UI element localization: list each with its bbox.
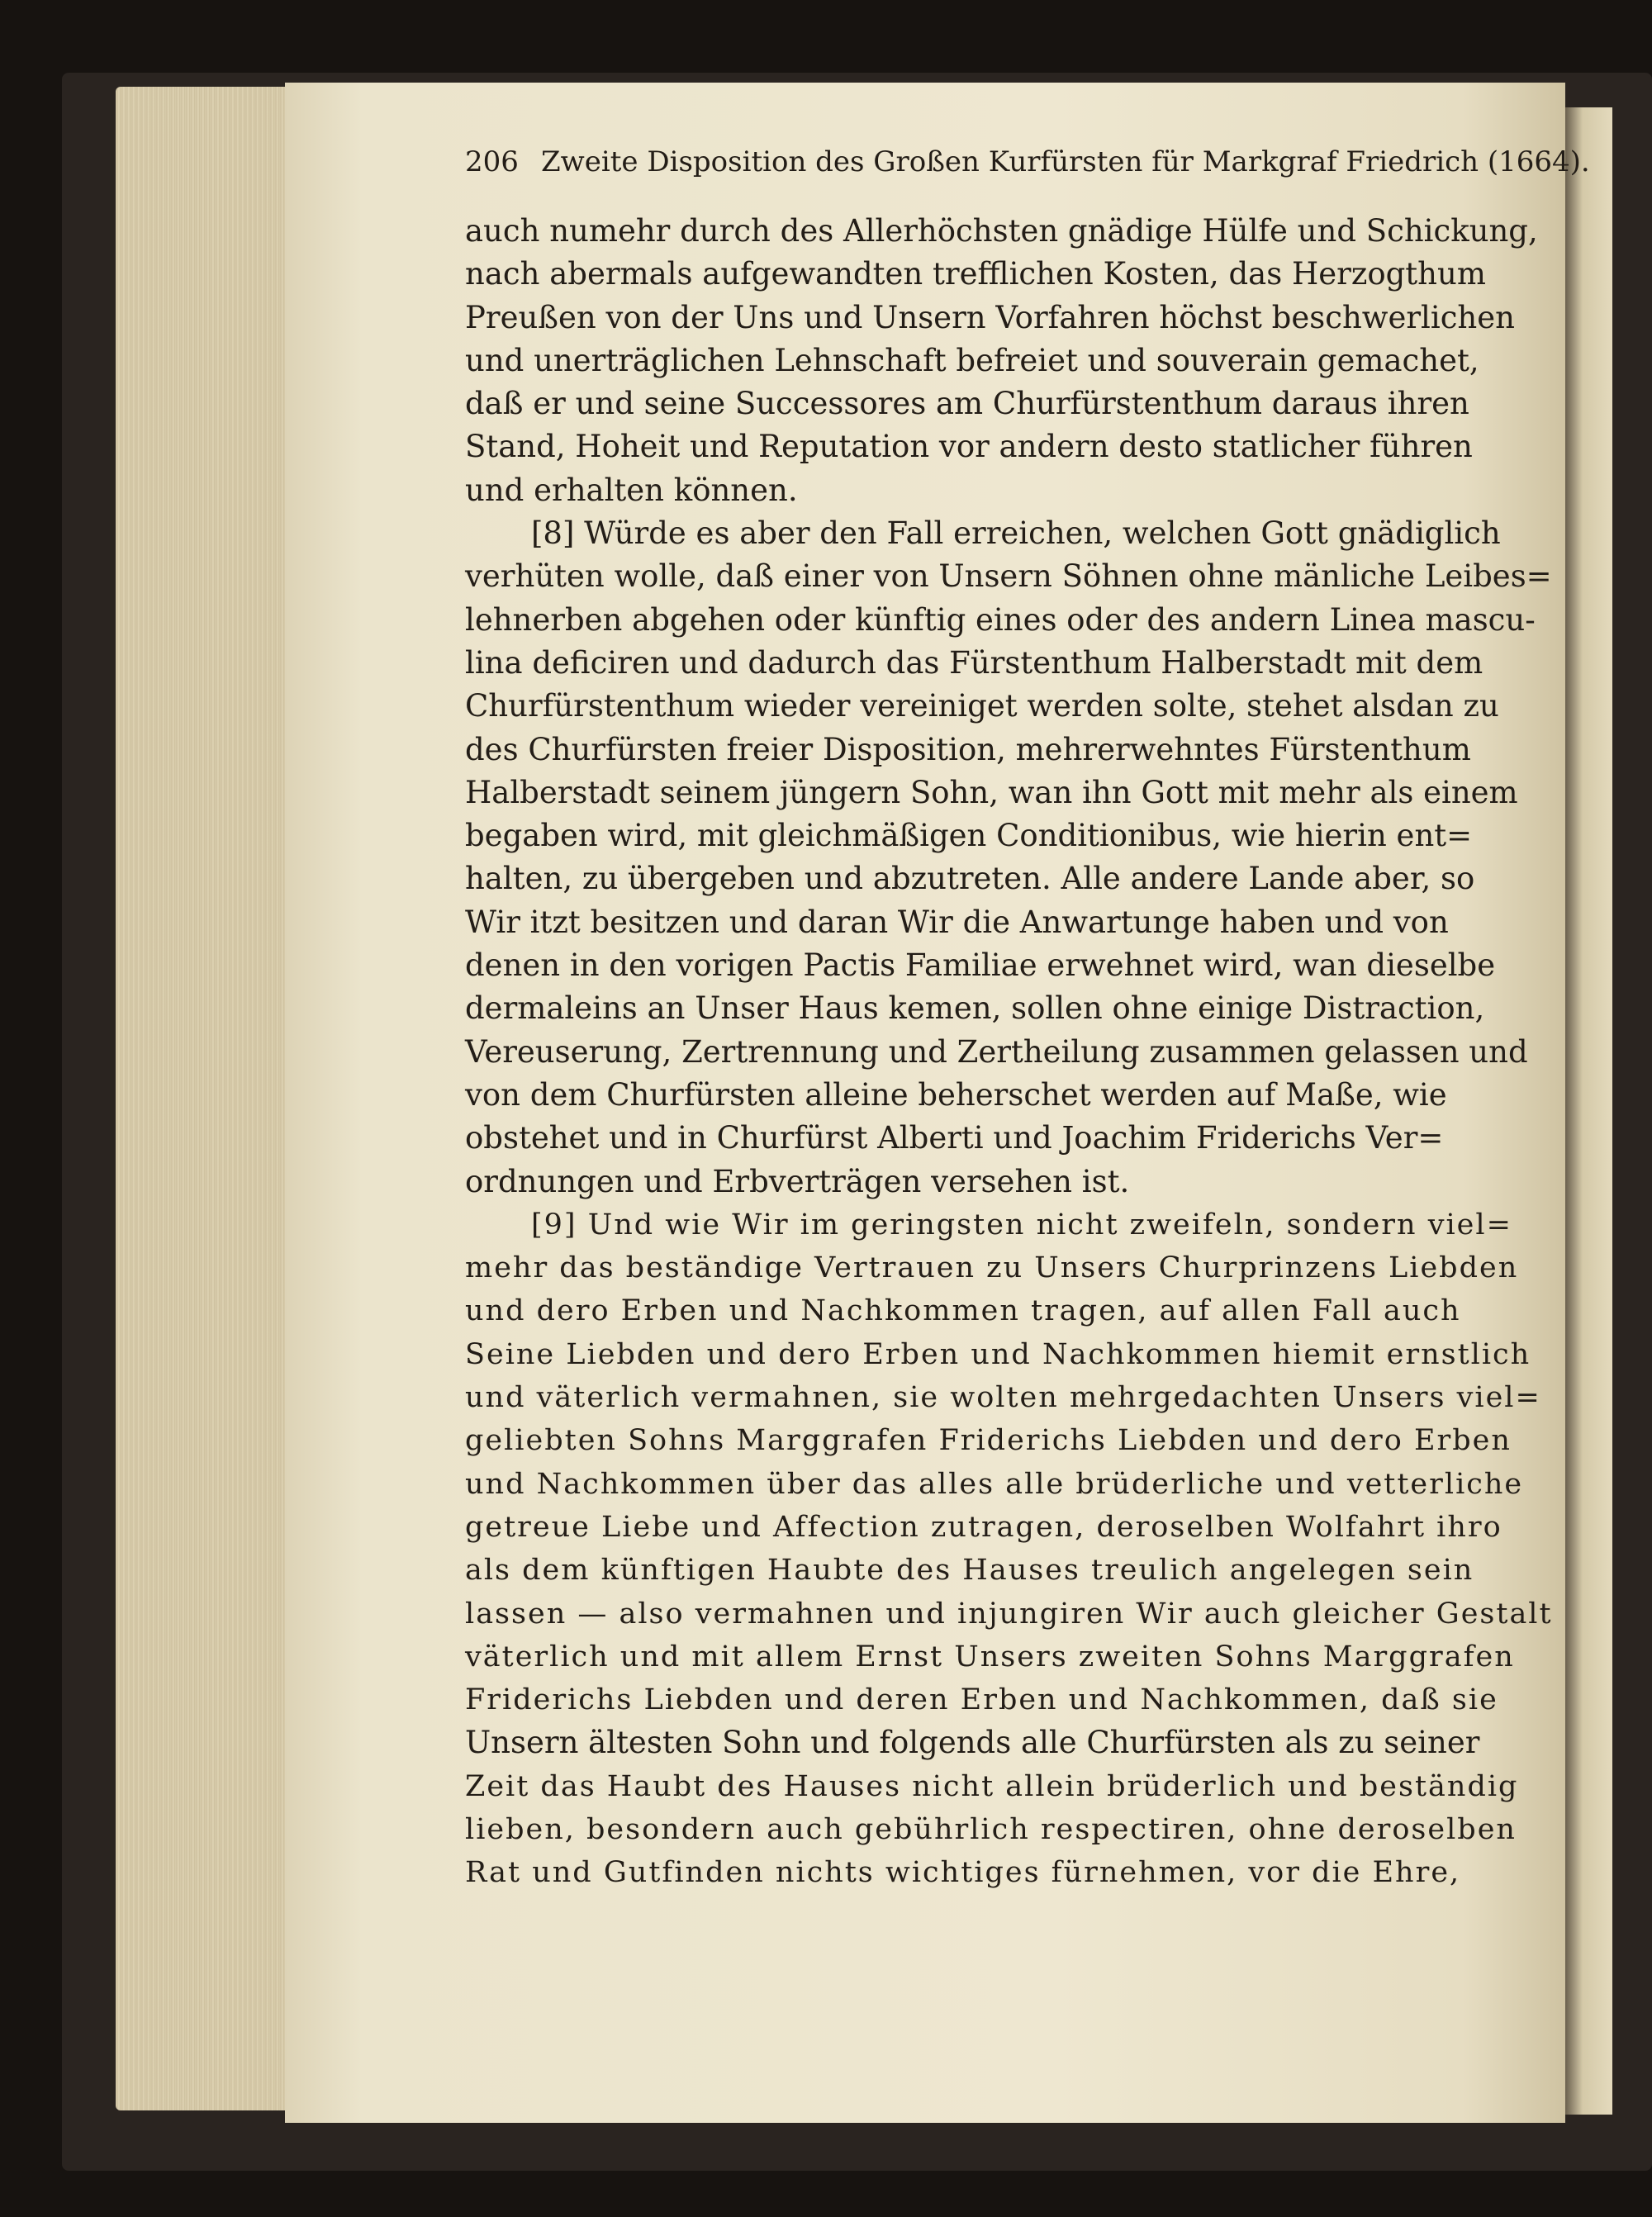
text-line: dermaleins an Unser Haus kemen, sollen ohne einige Distraction, <box>465 990 1485 1027</box>
text-line: lina deficiren und dadurch das Fürstenthum Halberstadt mit dem <box>465 644 1483 681</box>
running-head <box>465 140 1590 183</box>
text-line: Zeit das Haubt des Hauses nicht allein brüderlich und beständig <box>465 1769 1519 1803</box>
running-head-title: Zweite Disposition des Großen Kurfürsten für Markgraf Friedrich (1664). <box>541 145 1590 178</box>
text-line: Unsern ältesten Sohn und folgends alle Churfürsten als zu seiner <box>465 1725 1480 1761</box>
text-line: Stand, Hoheit und Reputation vor andern desto statlicher führen <box>465 429 1473 465</box>
text-line: verhüten wolle, daß einer von Unsern Söhnen ohne mänliche Leibes= <box>465 558 1552 595</box>
text-line: Preußen von der Uns und Unsern Vorfahren höchst beschwerlichen <box>465 299 1515 335</box>
text-line: väterlich und mit allem Ernst Unsers zweiten Sohns Marggrafen <box>465 1640 1515 1673</box>
text-line: und väterlich vermahnen, sie wolten mehrgedachten Unsers viel= <box>465 1381 1541 1415</box>
page-text <box>465 140 1590 1895</box>
paragraph-1 <box>465 210 1538 512</box>
paragraph-3 <box>465 1203 1553 1895</box>
text-line: lassen — also vermahnen und injungiren Wir auch gleicher Gestalt <box>465 1597 1553 1631</box>
text-line: denen in den vorigen Pactis Familiae erwehnet wird, wan dieselbe <box>465 947 1496 984</box>
text-line: auch numehr durch des Allerhöchsten gnädige Hülfe und Schickung, <box>465 213 1538 249</box>
text-line: von dem Churfürsten alleine beherschet werden auf Maße, wie <box>465 1076 1447 1113</box>
text-line: Seine Liebden und dero Erben und Nachkommen hiemit ernstlich <box>465 1337 1531 1371</box>
text-line: nach abermals aufgewandten trefflichen Kosten, das Herzogthum <box>465 256 1486 292</box>
page-edges <box>116 87 285 2110</box>
text-line: als dem künftigen Haubte des Hauses treulich angelegen sein <box>465 1554 1474 1588</box>
text-line: des Churfürsten freier Disposition, mehrerwehntes Fürstenthum <box>465 731 1471 767</box>
text-line: und unerträglichen Lehnschaft befreiet und souverain gemachet, <box>465 342 1479 378</box>
text-line: halten, zu übergeben und abzutreten. Alle andere Lande aber, so <box>465 861 1475 897</box>
text-line: lehnerben abgehen oder künftig eines oder des andern Linea mascu- <box>465 601 1536 638</box>
text-line: Wir itzt besitzen und daran Wir die Anwartunge haben und von <box>465 904 1449 940</box>
text-line: begaben wird, mit gleichmäßigen Conditionibus, wie hierin ent= <box>465 818 1473 854</box>
text-line: obstehet und in Churfürst Alberti und Joachim Friderichs Ver= <box>465 1120 1444 1156</box>
text-line: geliebten Sohns Marggrafen Friderichs Liebden und dero Erben <box>465 1424 1512 1458</box>
text-line: Churfürstenthum wieder vereiniget werden solte, stehet alsdan zu <box>465 688 1499 724</box>
text-line: mehr das beständige Vertrauen zu Unsers Churprinzens Liebden <box>465 1251 1519 1285</box>
text-line: Vereuserung, Zertrennung und Zertheilung zusammen gelassen und <box>465 1033 1528 1070</box>
text-line: Halberstadt seinem jüngern Sohn, wan ihn Gott mit mehr als einem <box>465 774 1518 810</box>
text-line: ordnungen und Erbverträgen versehen ist. <box>465 1163 1130 1199</box>
text-line: daß er und seine Successores am Churfürstenthum daraus ihren <box>465 386 1469 422</box>
text-line: Rat und Gutfinden nichts wichtiges fürnehmen, vor die Ehre, <box>465 1856 1461 1890</box>
text-line: lieben, besondern auch gebührlich respectiren, ohne deroselben <box>465 1812 1517 1846</box>
facing-page-edge <box>1563 107 1612 2115</box>
paragraph-2 <box>465 512 1552 1203</box>
text-line: und Nachkommen über das alles alle brüderliche und vetterliche <box>465 1467 1524 1501</box>
text-line: Friderichs Liebden und deren Erben und Nachkommen, daß sie <box>465 1683 1498 1717</box>
text-line: [9] Und wie Wir im geringsten nicht zweifeln, sondern viel= <box>531 1208 1512 1241</box>
text-line: getreue Liebe und Affection zutragen, deroselben Wolfahrt ihro <box>465 1510 1502 1544</box>
text-line: und erhalten können. <box>465 472 798 508</box>
text-line: [8] Würde es aber den Fall erreichen, welchen Gott gnädiglich <box>531 515 1501 552</box>
page-number: 206 <box>465 145 519 178</box>
text-line: und dero Erben und Nachkommen tragen, auf allen Fall auch <box>465 1294 1461 1328</box>
